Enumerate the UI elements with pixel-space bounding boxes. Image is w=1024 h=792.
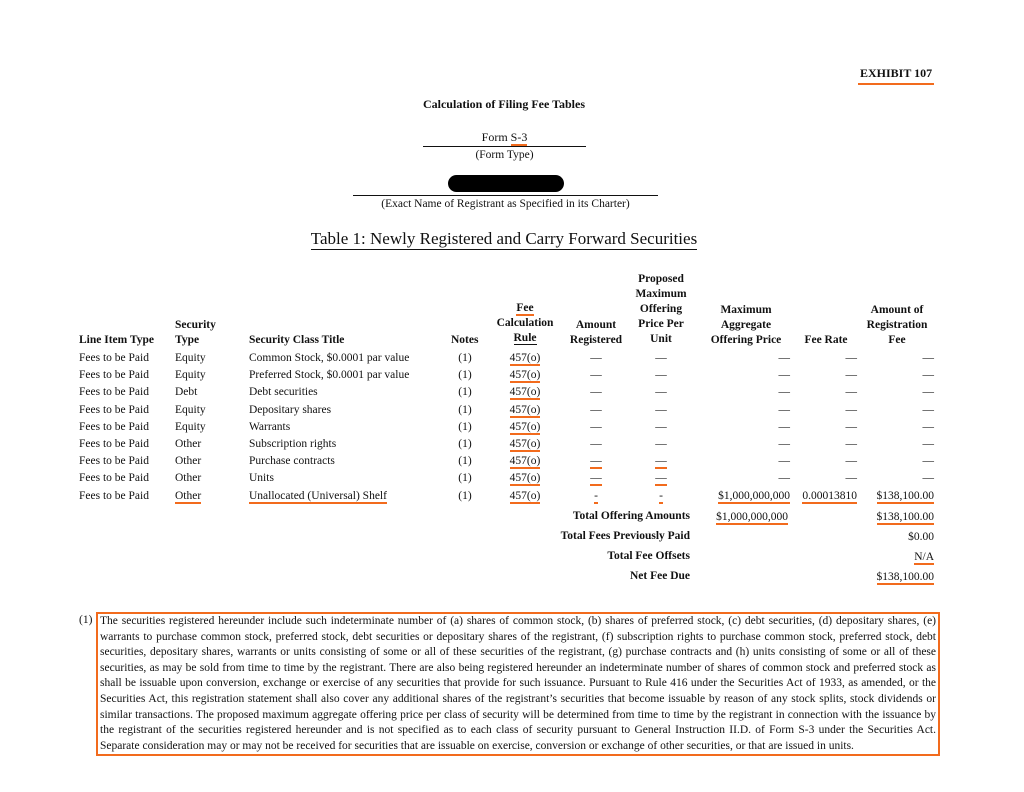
cell-line-item: Fees to be Paid: [79, 420, 149, 433]
col-max-agg-2: Aggregate: [720, 319, 772, 331]
cell-rate: —: [845, 352, 857, 364]
cell-rate: —: [845, 420, 857, 433]
cell-price: —: [655, 420, 667, 433]
prev-paid-fee: $0.00: [908, 531, 934, 543]
cell-line-item: Fees to be Paid: [79, 472, 149, 485]
col-security-type-1: Security: [175, 319, 216, 331]
cell-line-item: Fees to be Paid: [79, 369, 149, 382]
col-max-agg-3: Offering Price: [710, 334, 782, 346]
col-security-type-2: Type: [175, 334, 200, 346]
calc-title: Calculation of Filing Fee Tables: [422, 97, 585, 111]
cell-notes: (1): [458, 472, 472, 485]
cell-sec-type: Debt: [175, 386, 198, 399]
col-notes: Notes: [451, 334, 479, 346]
cell-title: Purchase contracts: [249, 455, 335, 468]
cell-title: Subscription rights: [249, 438, 337, 450]
cell-price: —: [655, 455, 667, 468]
cell-amount: —: [590, 438, 602, 450]
cell-price: -: [659, 489, 663, 502]
cell-amount: —: [590, 386, 602, 399]
col-fee-calc-rule: [490, 301, 560, 346]
registrant-label: (Exact Name of Registrant as Specified in its Charter): [381, 198, 630, 210]
col-max-agg-1: Maximum: [720, 304, 772, 316]
cell-notes: (1): [458, 420, 472, 433]
cell-max: —: [778, 455, 790, 468]
col-amount-registered-2: Registered: [569, 334, 623, 346]
cell-amount: —: [590, 472, 602, 485]
cell-amount: —: [590, 403, 602, 416]
cell-fee: —: [922, 386, 934, 399]
cell-fee: —: [922, 369, 934, 382]
cell-sec-type: Other: [175, 472, 202, 485]
cell-rule: 457(o): [509, 472, 541, 485]
col-amount-fee: [858, 303, 936, 348]
form-value: S-3: [510, 130, 528, 144]
col-proposed-2: Maximum: [635, 288, 687, 300]
cell-sec-type: Other: [175, 455, 202, 468]
cell-line-item: Fees to be Paid: [79, 403, 149, 416]
cell-max: —: [778, 438, 790, 450]
col-proposed-max-price: [628, 272, 694, 347]
prev-paid-label: Total Fees Previously Paid: [560, 530, 690, 542]
col-security-class-title: Security Class Title: [249, 334, 345, 346]
cell-amount: —: [590, 420, 602, 433]
cell-line-item: Fees to be Paid: [79, 455, 149, 468]
cell-notes: (1): [458, 489, 472, 502]
cell-notes: (1): [458, 438, 472, 450]
col-proposed-4: Price Per: [638, 318, 684, 330]
cell-amount: -: [594, 489, 598, 502]
cell-amount: —: [590, 352, 602, 364]
net-fee-due: $138,100.00: [876, 571, 934, 583]
cell-rule: 457(o): [509, 420, 541, 433]
col-fee-rule-1: Fee: [516, 302, 534, 314]
cell-fee: —: [922, 472, 934, 485]
cell-rule: 457(o): [509, 369, 541, 382]
cell-rule: 457(o): [509, 352, 541, 364]
cell-sec-type: Equity: [175, 403, 206, 416]
col-proposed-3: Offering: [639, 303, 683, 315]
cell-title: Units: [249, 472, 274, 485]
cell-amount: —: [590, 369, 602, 382]
cell-sec-type: Equity: [175, 352, 206, 364]
cell-price: —: [655, 472, 667, 485]
col-amount-fee-2: Registration: [866, 319, 928, 331]
cell-rate: —: [845, 438, 857, 450]
cell-title: Unallocated (Universal) Shelf: [249, 489, 387, 502]
cell-sec-type: Equity: [175, 420, 206, 433]
footnote-number: (1): [79, 614, 93, 626]
cell-rule: 457(o): [509, 489, 541, 502]
col-amount-fee-3: Fee: [888, 334, 906, 346]
cell-notes: (1): [458, 455, 472, 468]
cell-title: Common Stock, $0.0001 par value: [249, 352, 410, 364]
form-prefix: Form: [481, 130, 511, 144]
cell-rate: —: [845, 369, 857, 382]
cell-price: —: [655, 403, 667, 416]
cell-fee: —: [922, 455, 934, 468]
table-title: [0, 229, 1008, 249]
exhibit-label: EXHIBIT 107: [858, 66, 934, 85]
cell-rule: 457(o): [509, 386, 541, 399]
col-proposed-1: Proposed: [638, 273, 684, 285]
registrant-underline: [353, 195, 658, 196]
cell-notes: (1): [458, 403, 472, 416]
cell-max: —: [778, 369, 790, 382]
col-max-aggregate: [700, 303, 792, 348]
cell-title: Debt securities: [249, 386, 318, 399]
cell-price: —: [655, 386, 667, 399]
cell-rate: 0.00013810: [802, 489, 857, 502]
col-amount-registered-1: Amount: [575, 319, 617, 331]
footnote-text: The securities registered hereunder include such indeterminate number of (a) shares of common stock, (b) shares of preferred stock, (c) debt securities, (d) depositary shares, (e) warrants to purchase common stock, preferred stock, debt securities or depositary shares of the registrant, (f) subscription rights to purchase common stock, preferred stock, debt securities, depositary shares, warrants or units consisting of some or all of these securities of the registrant, (g) purchase contracts and (h) units consisting of some or all of these securities, as may be sold from time to time by the registrant. There are also being registered hereunder an indeterminate number of shares of common stock and preferred stock as shall be issuable upon conversion, exchange or exercise of any securities that provide for such issuance. Pursuant to Rule 416 under the Securities Act of 1933, as amended, or the Securities Act, this registration statement shall also cover any additional shares of the registrant’s securities that become issuable by reason of any stock splits, stock dividends or similar transactions. The proposed maximum aggregate offering price per class of security will be determined from time to time by the registrant in connection with the issuance by the registrant of the securities registered hereunder and is not specified as to each class of security pursuant to General Instruction II.D. of Form S-3 under the Securities Act. Separate consideration may or may not be received for securities that are issuable on exercise, conversion or exchange of other securities, or that are issued in units.: [96, 612, 940, 756]
cell-fee: —: [922, 352, 934, 364]
total-offering-max: $1,000,000,000: [716, 511, 788, 523]
cell-fee: —: [922, 403, 934, 416]
form-type-label: (Form Type): [475, 149, 534, 161]
col-line-item-type: Line Item Type: [79, 334, 154, 346]
cell-fee: —: [922, 420, 934, 433]
cell-sec-type: Other: [175, 489, 202, 502]
col-proposed-5: Unit: [650, 333, 672, 345]
cell-fee: $138,100.00: [876, 489, 934, 502]
cell-price: —: [655, 369, 667, 382]
cell-sec-type: Equity: [175, 369, 206, 382]
cell-line-item: Fees to be Paid: [79, 386, 149, 399]
col-amount-fee-1: Amount of: [870, 304, 924, 316]
cell-rate: —: [845, 455, 857, 468]
total-offering-label: Total Offering Amounts: [572, 510, 690, 522]
cell-line-item: Fees to be Paid: [79, 352, 149, 364]
cell-notes: (1): [458, 352, 472, 364]
cell-max: —: [778, 420, 790, 433]
col-fee-rule-3: Rule: [513, 332, 537, 344]
cell-rate: —: [845, 472, 857, 485]
cell-max: —: [778, 352, 790, 364]
cell-max: $1,000,000,000: [718, 489, 790, 502]
cell-title: Preferred Stock, $0.0001 par value: [249, 369, 410, 382]
cell-rate: —: [845, 403, 857, 416]
cell-price: —: [655, 438, 667, 450]
total-offering-fee: $138,100.00: [876, 511, 934, 523]
cell-price: —: [655, 352, 667, 364]
cell-line-item: Fees to be Paid: [79, 489, 149, 502]
offsets-fee: N/A: [914, 551, 934, 563]
cell-notes: (1): [458, 386, 472, 399]
cell-rate: —: [845, 386, 857, 399]
col-amount-registered: [563, 318, 629, 348]
cell-title: Warrants: [249, 420, 291, 433]
cell-rule: 457(o): [509, 455, 541, 468]
net-fee-label: Net Fee Due: [629, 570, 690, 582]
col-fee-rate: Fee Rate: [804, 334, 848, 346]
cell-rule: 457(o): [509, 403, 541, 416]
col-fee-rule-2: Calculation: [496, 317, 554, 329]
offsets-label: Total Fee Offsets: [607, 550, 690, 562]
cell-notes: (1): [458, 369, 472, 382]
cell-sec-type: Other: [175, 438, 202, 450]
cell-rule: 457(o): [509, 438, 541, 450]
cell-max: —: [778, 472, 790, 485]
cell-fee: —: [922, 438, 934, 450]
table-title-text: Table 1: Newly Registered and Carry Forward Securities: [310, 229, 698, 248]
redacted-registrant-name: [448, 175, 564, 192]
cell-max: —: [778, 386, 790, 399]
cell-max: —: [778, 403, 790, 416]
cell-line-item: Fees to be Paid: [79, 438, 149, 450]
cell-title: Depositary shares: [249, 403, 332, 416]
cell-amount: —: [590, 455, 602, 468]
form-line: [423, 130, 586, 147]
